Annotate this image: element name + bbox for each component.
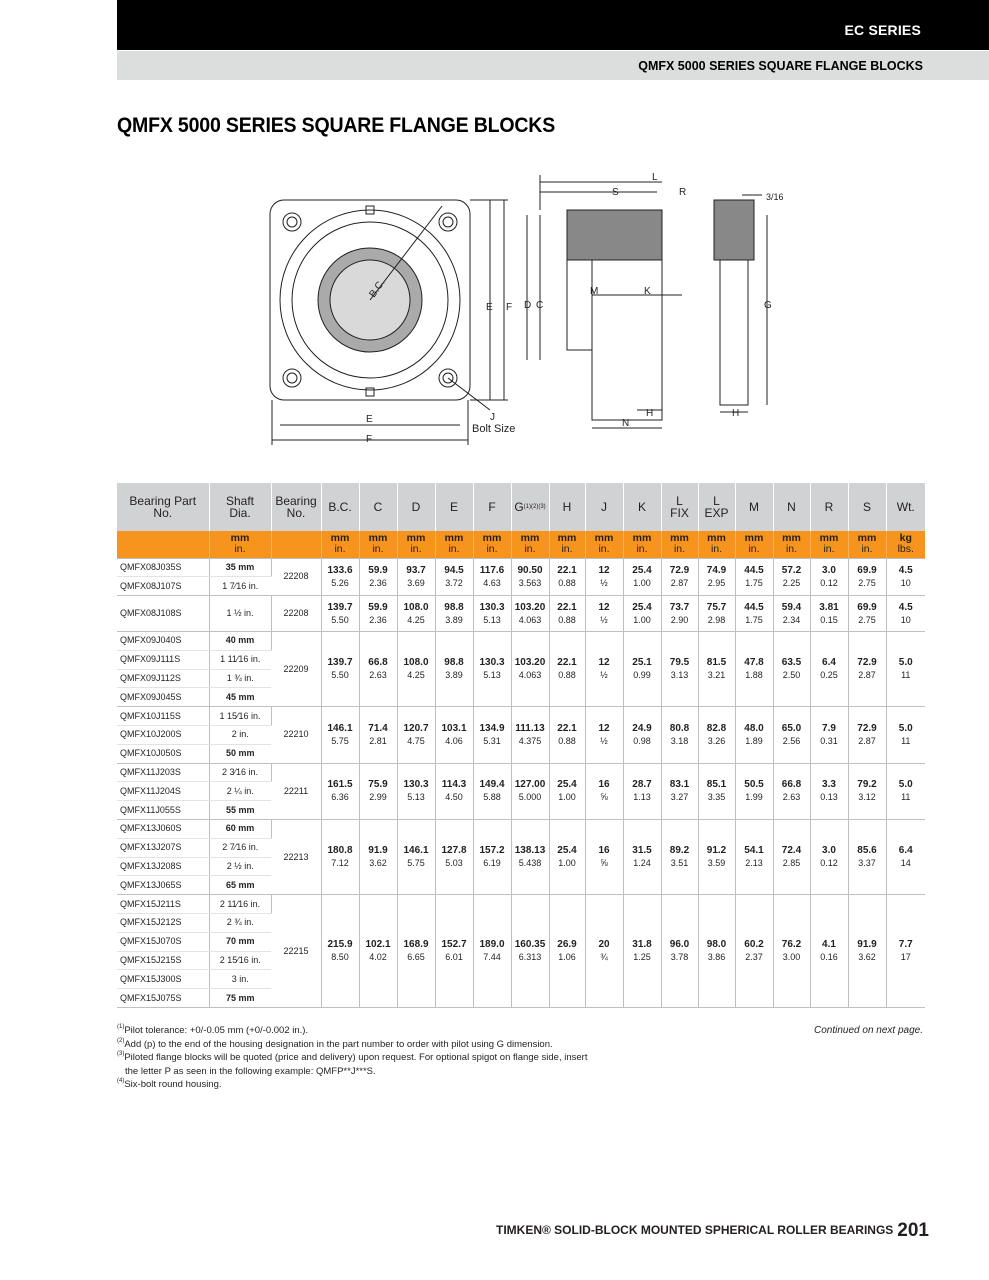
- shaft-diameter: 1 15⁄16 in.: [209, 707, 271, 726]
- part-number: QMFX15J215S: [117, 951, 209, 970]
- table-row: [117, 596, 925, 632]
- unit-cell: mm in.: [810, 531, 848, 558]
- section-label: QMFX 5000 SERIES SQUARE FLANGE BLOCKS: [638, 59, 923, 73]
- dimension-value: 160.35 6.313: [511, 895, 549, 1008]
- continued-note: Continued on next page.: [814, 1025, 923, 1036]
- dimension-value: 139.7 5.50: [321, 596, 359, 632]
- dimension-value: 80.8 3.18: [661, 707, 698, 763]
- dimension-value: 4.5 10: [886, 558, 925, 596]
- unit-cell: mm in.: [661, 531, 698, 558]
- dimension-value: 72.9 2.87: [848, 632, 886, 707]
- table-row: [117, 763, 925, 782]
- dimension-value: 76.2 3.00: [773, 895, 810, 1008]
- dimension-value: 130.3 5.13: [473, 596, 511, 632]
- column-header: Bearing Part No.: [117, 483, 209, 531]
- dimension-value: 81.5 3.21: [698, 632, 735, 707]
- dimension-value: 102.1 4.02: [359, 895, 397, 1008]
- dimension-value: 12 ½: [585, 707, 623, 763]
- dimension-value: 75.7 2.98: [698, 596, 735, 632]
- dimension-value: 75.9 2.99: [359, 763, 397, 819]
- dimension-value: 146.1 5.75: [397, 820, 435, 895]
- part-number: QMFX08J035S: [117, 558, 209, 577]
- dimension-value: 103.1 4.06: [435, 707, 473, 763]
- dimension-value: 146.1 5.75: [321, 707, 359, 763]
- part-number: QMFX10J115S: [117, 707, 209, 726]
- column-header: R: [810, 483, 848, 531]
- dimension-value: 59.9 2.36: [359, 558, 397, 596]
- dim-label: M: [590, 286, 599, 297]
- column-header: D: [397, 483, 435, 531]
- column-header: S: [848, 483, 886, 531]
- dim-label: J: [490, 412, 495, 423]
- bearing-number: 22209: [271, 632, 321, 707]
- dimension-value: 25.1 0.99: [623, 632, 661, 707]
- shaft-diameter: 2 in.: [209, 726, 271, 745]
- shaft-diameter: 1 7⁄16 in.: [209, 577, 271, 596]
- dimension-value: 73.7 2.90: [661, 596, 698, 632]
- dim-label: Bolt Size: [472, 423, 516, 435]
- dimension-value: 130.3 5.13: [473, 632, 511, 707]
- bearing-number: 22208: [271, 558, 321, 596]
- dimension-value: 139.7 5.50: [321, 632, 359, 707]
- shaft-diameter: 60 mm: [209, 820, 271, 839]
- dim-label: B.C.: [367, 277, 388, 300]
- dimension-value: 152.7 6.01: [435, 895, 473, 1008]
- shaft-diameter: 1 ¾ in.: [209, 669, 271, 688]
- part-number: QMFX08J108S: [117, 596, 209, 632]
- column-header: F: [473, 483, 511, 531]
- footnotes: [117, 1024, 587, 1092]
- dimension-value: 16 ⅝: [585, 763, 623, 819]
- dimension-value: 6.4 14: [886, 820, 925, 895]
- dim-label: C: [536, 300, 544, 311]
- table-row: [117, 632, 925, 651]
- dimension-value: 90.50 3.563: [511, 558, 549, 596]
- header-row: [117, 483, 925, 531]
- part-number: QMFX10J200S: [117, 726, 209, 745]
- shaft-diameter: 3 in.: [209, 970, 271, 989]
- footnote: the letter P as seen in the following example: QMFP**J***S.: [125, 1065, 376, 1077]
- column-header: J: [585, 483, 623, 531]
- dim-label: E: [486, 302, 493, 313]
- dimension-value: 65.0 2.56: [773, 707, 810, 763]
- shaft-diameter: 35 mm: [209, 558, 271, 577]
- dim-label: H: [646, 408, 654, 419]
- unit-cell: mm in.: [773, 531, 810, 558]
- dimension-value: 28.7 1.13: [623, 763, 661, 819]
- column-header: $G^{(1)(2)(3)}$: [511, 483, 549, 531]
- dimension-value: 130.3 5.13: [397, 763, 435, 819]
- part-number: QMFX15J300S: [117, 970, 209, 989]
- column-header: L FIX: [661, 483, 698, 531]
- dimension-value: 79.5 3.13: [661, 632, 698, 707]
- dim-label: D: [524, 300, 532, 311]
- dimension-value: 157.2 6.19: [473, 820, 511, 895]
- dimension-value: 31.8 1.25: [623, 895, 661, 1008]
- dimension-value: 6.4 0.25: [810, 632, 848, 707]
- dim-label: R: [679, 187, 687, 198]
- dimension-value: 83.1 3.27: [661, 763, 698, 819]
- shaft-diameter: 2 ½ in.: [209, 857, 271, 876]
- dimension-value: 98.8 3.89: [435, 596, 473, 632]
- part-number: QMFX15J070S: [117, 932, 209, 951]
- unit-cell: [271, 531, 321, 558]
- dimension-value: 54.1 2.13: [735, 820, 773, 895]
- unit-cell: mm in.: [511, 531, 549, 558]
- dimension-value: 91.2 3.59: [698, 820, 735, 895]
- dimension-value: 161.5 6.36: [321, 763, 359, 819]
- dimension-value: 103.20 4.063: [511, 632, 549, 707]
- column-header: K: [623, 483, 661, 531]
- dimension-value: 4.5 10: [886, 596, 925, 632]
- column-header: Wt.: [886, 483, 925, 531]
- dimension-value: 85.6 3.37: [848, 820, 886, 895]
- footnote: $^{(2)}$Add (p) to the end of the housing designation in the part number to order with pilot using G dimension.: [117, 1037, 553, 1050]
- dimension-value: 31.5 1.24: [623, 820, 661, 895]
- dimension-value: 74.9 2.95: [698, 558, 735, 596]
- dimension-value: 98.8 3.89: [435, 632, 473, 707]
- bearing-number: 22213: [271, 820, 321, 895]
- shaft-diameter: 2 3⁄16 in.: [209, 763, 271, 782]
- footnote: $^{(1)}$Pilot tolerance: +0/-0.05 mm (+0/-0.002 in.).: [117, 1024, 309, 1036]
- dimension-value: 69.9 2.75: [848, 558, 886, 596]
- column-header: E: [435, 483, 473, 531]
- dimension-value: 138.13 5.438: [511, 820, 549, 895]
- unit-cell: mm in.: [848, 531, 886, 558]
- table-row: [117, 895, 925, 914]
- dimension-value: 72.9 2.87: [848, 707, 886, 763]
- shaft-diameter: 2 11⁄16 in.: [209, 895, 271, 914]
- column-header: Shaft Dia.: [209, 483, 271, 531]
- dimension-value: 25.4 1.00: [623, 558, 661, 596]
- part-number: QMFX09J040S: [117, 632, 209, 651]
- dimension-value: 26.9 1.06: [549, 895, 585, 1008]
- shaft-diameter: 2 15⁄16 in.: [209, 951, 271, 970]
- dimension-value: 57.2 2.25: [773, 558, 810, 596]
- unit-cell: [117, 531, 209, 558]
- unit-cell: mm in.: [209, 531, 271, 558]
- dimension-value: 85.1 3.35: [698, 763, 735, 819]
- dimension-value: 5.0 11: [886, 763, 925, 819]
- bearing-number: 22215: [271, 895, 321, 1008]
- part-number: QMFX13J207S: [117, 838, 209, 857]
- unit-cell: mm in.: [623, 531, 661, 558]
- dimension-value: 5.0 11: [886, 632, 925, 707]
- dimension-value: 12 ½: [585, 558, 623, 596]
- part-number: QMFX09J045S: [117, 688, 209, 707]
- series-label: EC SERIES: [844, 22, 921, 38]
- shaft-diameter: 2 ¼ in.: [209, 782, 271, 801]
- dimension-value: 215.9 8.50: [321, 895, 359, 1008]
- dimension-value: 127.8 5.03: [435, 820, 473, 895]
- dimension-value: 22.1 0.88: [549, 558, 585, 596]
- footer-text: TIMKEN® SOLID-BLOCK MOUNTED SPHERICAL ROLLER BEARINGS: [496, 1223, 894, 1237]
- column-header: N: [773, 483, 810, 531]
- dimension-value: 60.2 2.37: [735, 895, 773, 1008]
- dimension-value: 3.0 0.12: [810, 820, 848, 895]
- unit-cell: mm in.: [473, 531, 511, 558]
- dimension-value: 22.1 0.88: [549, 596, 585, 632]
- dimension-value: 82.8 3.26: [698, 707, 735, 763]
- dim-label: 3/16: [766, 192, 784, 202]
- part-number: QMFX13J208S: [117, 857, 209, 876]
- dimension-value: 111.13 4.375: [511, 707, 549, 763]
- dimension-value: 12 ½: [585, 632, 623, 707]
- dimension-value: 7.9 0.31: [810, 707, 848, 763]
- flange-block-drawing: [262, 170, 802, 460]
- column-header: C: [359, 483, 397, 531]
- dimension-value: 133.6 5.26: [321, 558, 359, 596]
- dimension-value: 72.4 2.85: [773, 820, 810, 895]
- bearing-number: 22211: [271, 763, 321, 819]
- dimension-value: 120.7 4.75: [397, 707, 435, 763]
- part-number: QMFX09J112S: [117, 669, 209, 688]
- dimension-value: 24.9 0.98: [623, 707, 661, 763]
- column-header: L EXP: [698, 483, 735, 531]
- unit-cell: mm in.: [359, 531, 397, 558]
- dimension-value: 3.3 0.13: [810, 763, 848, 819]
- dimension-value: 59.9 2.36: [359, 596, 397, 632]
- unit-cell: mm in.: [585, 531, 623, 558]
- dimension-value: 59.4 2.34: [773, 596, 810, 632]
- dimension-value: 5.0 11: [886, 707, 925, 763]
- dimension-value: 47.8 1.88: [735, 632, 773, 707]
- page-title: QMFX 5000 SERIES SQUARE FLANGE BLOCKS: [117, 114, 556, 137]
- unit-cell: mm in.: [735, 531, 773, 558]
- dimension-value: 63.5 2.50: [773, 632, 810, 707]
- shaft-diameter: 1 11⁄16 in.: [209, 650, 271, 669]
- shaft-diameter: 1 ½ in.: [209, 596, 271, 632]
- specifications-table: [117, 483, 925, 1008]
- dimension-value: 3.81 0.15: [810, 596, 848, 632]
- table-row: [117, 558, 925, 577]
- dimension-value: 7.7 17: [886, 895, 925, 1008]
- dim-label: S: [612, 187, 619, 198]
- bearing-number: 22208: [271, 596, 321, 632]
- column-header: H: [549, 483, 585, 531]
- part-number: QMFX09J111S: [117, 650, 209, 669]
- dim-label: F: [366, 434, 373, 445]
- dimension-value: 25.4 1.00: [549, 820, 585, 895]
- dimension-value: 94.5 3.72: [435, 558, 473, 596]
- dim-label: E: [366, 414, 373, 425]
- dim-label: F: [506, 302, 513, 313]
- dimension-value: 117.6 4.63: [473, 558, 511, 596]
- dimension-value: 79.2 3.12: [848, 763, 886, 819]
- dimension-value: 108.0 4.25: [397, 596, 435, 632]
- dimension-value: 98.0 3.86: [698, 895, 735, 1008]
- dimension-value: 103.20 4.063: [511, 596, 549, 632]
- series-bar: [117, 0, 989, 50]
- dimension-value: 22.1 0.88: [549, 707, 585, 763]
- part-number: QMFX10J050S: [117, 744, 209, 763]
- shaft-diameter: 55 mm: [209, 801, 271, 820]
- footnote: $^{(4)}$Six-bolt round housing.: [117, 1078, 222, 1090]
- dimension-value: 22.1 0.88: [549, 632, 585, 707]
- dimension-value: 91.9 3.62: [359, 820, 397, 895]
- part-number: QMFX13J060S: [117, 820, 209, 839]
- dimension-value: 93.7 3.69: [397, 558, 435, 596]
- dimension-value: 48.0 1.89: [735, 707, 773, 763]
- dimension-value: 66.8 2.63: [359, 632, 397, 707]
- dim-label: G: [764, 300, 772, 311]
- unit-cell: mm in.: [435, 531, 473, 558]
- unit-cell: kg lbs.: [886, 531, 925, 558]
- part-number: QMFX11J055S: [117, 801, 209, 820]
- dimension-value: 16 ⅝: [585, 820, 623, 895]
- page-footer: [496, 1220, 929, 1242]
- dimension-value: 168.9 6.65: [397, 895, 435, 1008]
- shaft-diameter: 50 mm: [209, 744, 271, 763]
- shaft-diameter: 75 mm: [209, 989, 271, 1008]
- shaft-diameter: 2 ¾ in.: [209, 914, 271, 933]
- dimension-value: 50.5 1.99: [735, 763, 773, 819]
- table-row: [117, 820, 925, 839]
- dimension-value: 114.3 4.50: [435, 763, 473, 819]
- dimension-value: 69.9 2.75: [848, 596, 886, 632]
- dimension-value: 91.9 3.62: [848, 895, 886, 1008]
- dimension-value: 25.4 1.00: [623, 596, 661, 632]
- dimension-value: 108.0 4.25: [397, 632, 435, 707]
- shaft-diameter: 45 mm: [209, 688, 271, 707]
- column-header: Bearing No.: [271, 483, 321, 531]
- part-number: QMFX11J204S: [117, 782, 209, 801]
- table-row: [117, 707, 925, 726]
- dimension-value: 12 ½: [585, 596, 623, 632]
- dimension-value: 96.0 3.78: [661, 895, 698, 1008]
- dimension-value: 4.1 0.16: [810, 895, 848, 1008]
- dimension-value: 89.2 3.51: [661, 820, 698, 895]
- dimension-value: 20 ¾: [585, 895, 623, 1008]
- dimension-value: 72.9 2.87: [661, 558, 698, 596]
- footnote: $^{(3)}$Piloted flange blocks will be quoted (price and delivery) upon request. For optional spigot on flange side, insert: [117, 1051, 588, 1063]
- bearing-number: 22210: [271, 707, 321, 763]
- shaft-diameter: 70 mm: [209, 932, 271, 951]
- units-row: [117, 531, 925, 558]
- page-number: 201: [897, 1220, 929, 1241]
- dimension-value: 3.0 0.12: [810, 558, 848, 596]
- part-number: QMFX11J203S: [117, 763, 209, 782]
- shaft-diameter: 40 mm: [209, 632, 271, 651]
- dimension-value: 149.4 5.88: [473, 763, 511, 819]
- column-header: B.C.: [321, 483, 359, 531]
- dimension-value: 180.8 7.12: [321, 820, 359, 895]
- part-number: QMFX15J212S: [117, 914, 209, 933]
- dim-label: L: [652, 172, 658, 183]
- unit-cell: mm in.: [397, 531, 435, 558]
- part-number: QMFX15J211S: [117, 895, 209, 914]
- part-number: QMFX08J107S: [117, 577, 209, 596]
- shaft-diameter: 65 mm: [209, 876, 271, 895]
- unit-cell: mm in.: [549, 531, 585, 558]
- dimension-value: 189.0 7.44: [473, 895, 511, 1008]
- column-header: M: [735, 483, 773, 531]
- part-number: QMFX13J065S: [117, 876, 209, 895]
- dimension-value: 127.00 5.000: [511, 763, 549, 819]
- dim-label: H: [732, 408, 740, 419]
- unit-cell: mm in.: [321, 531, 359, 558]
- dimension-value: 66.8 2.63: [773, 763, 810, 819]
- dimension-value: 44.5 1.75: [735, 596, 773, 632]
- dim-label: K: [644, 286, 651, 297]
- dimension-value: 25.4 1.00: [549, 763, 585, 819]
- section-bar: [117, 51, 989, 80]
- dimension-value: 44.5 1.75: [735, 558, 773, 596]
- dim-label: N: [622, 418, 630, 429]
- dimension-value: 71.4 2.81: [359, 707, 397, 763]
- dimension-value: 134.9 5.31: [473, 707, 511, 763]
- unit-cell: mm in.: [698, 531, 735, 558]
- shaft-diameter: 2 7⁄16 in.: [209, 838, 271, 857]
- part-number: QMFX15J075S: [117, 989, 209, 1008]
